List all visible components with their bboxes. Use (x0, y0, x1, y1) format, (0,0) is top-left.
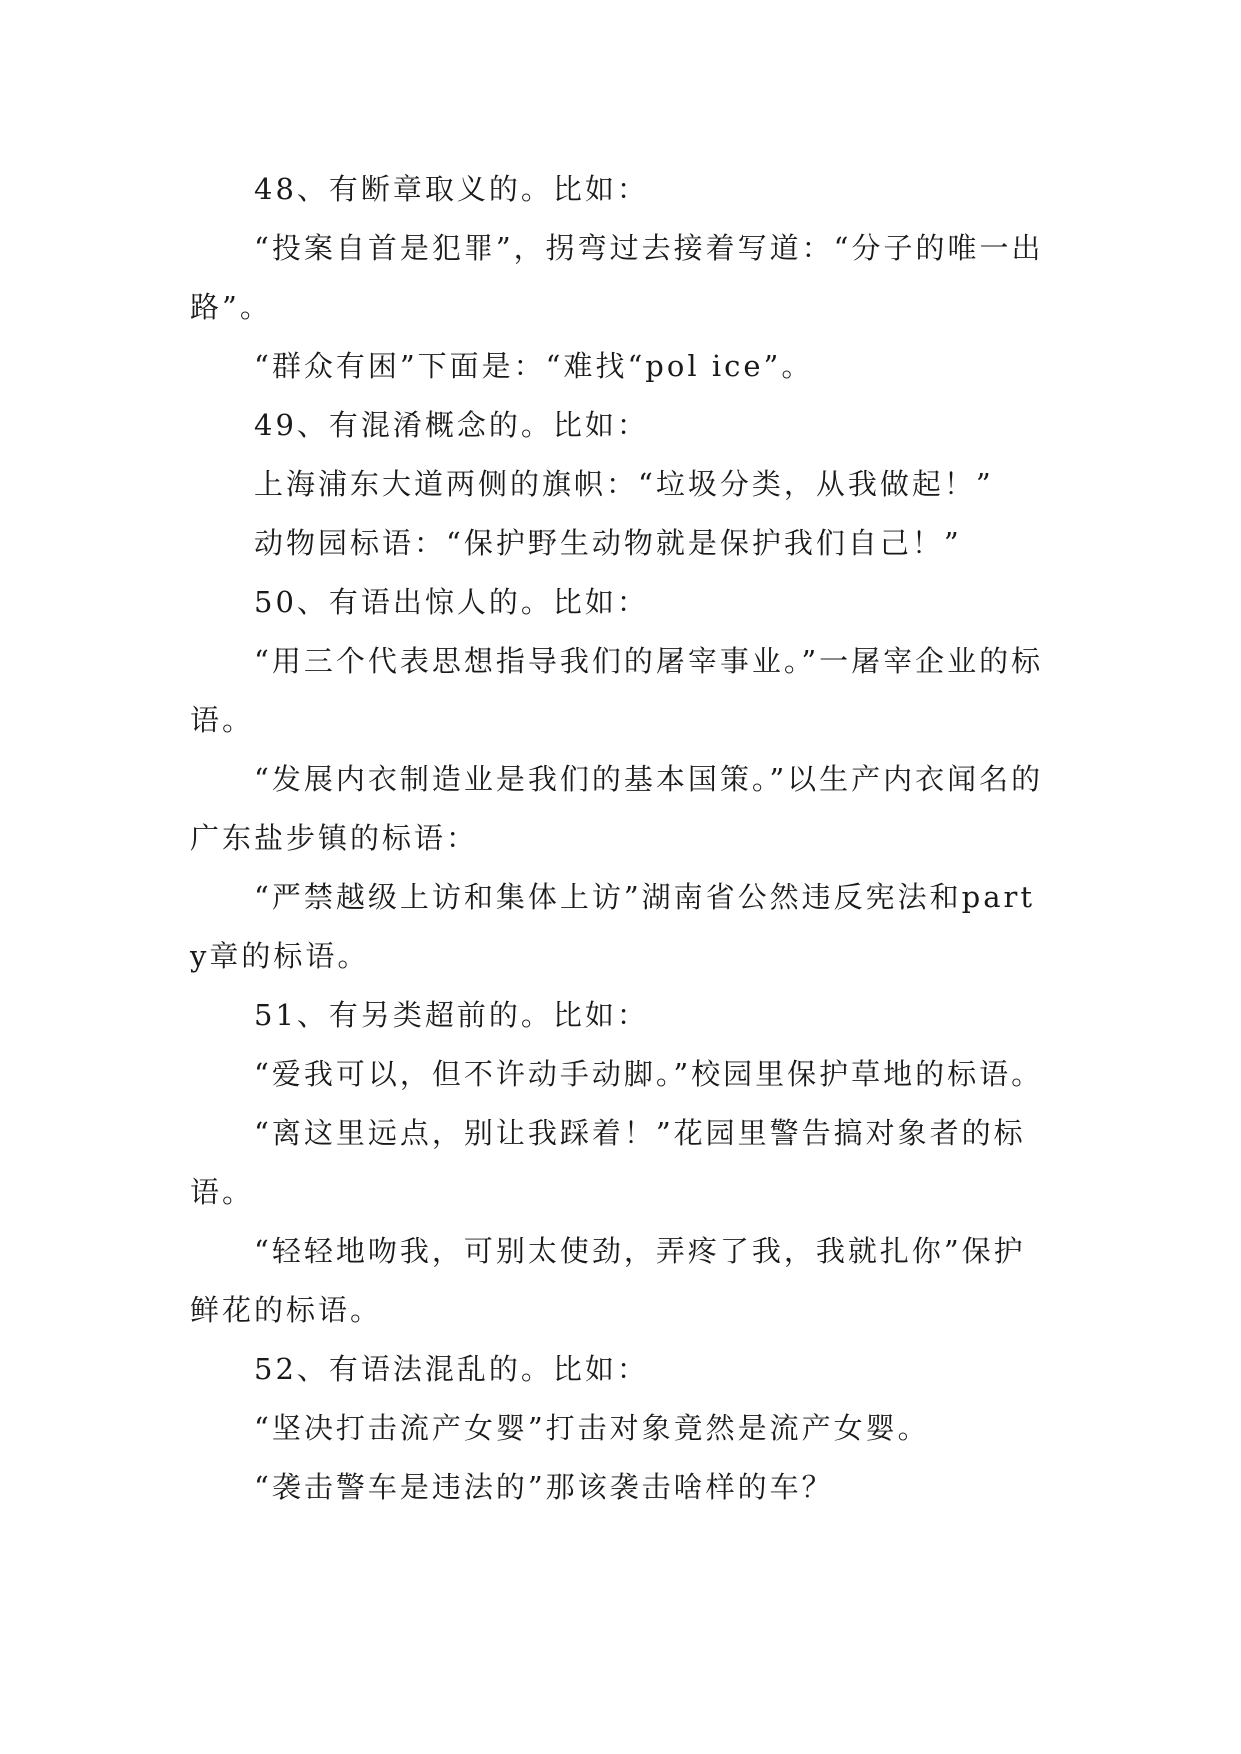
paragraph-quote: “投案自首是犯罪”，拐弯过去接着写道：“分子的唯一出路”。 (190, 231, 1044, 324)
paragraph-quote: “坚决打击流产女婴”打击对象竟然是流产女婴。 (254, 1411, 930, 1445)
paragraph-quote: “轻轻地吻我，可别太使劲，弄疼了我，我就扎你”保护鲜花的标语。 (190, 1234, 1026, 1327)
paragraph-quote: 动物园标语：“保护野生动物就是保护我们自己！” (254, 526, 962, 560)
paragraph-quote: 上海浦东大道两侧的旗帜：“垃圾分类，从我做起！” (254, 467, 994, 501)
paragraph-item-49: 49、有混淆概念的。比如： (254, 408, 649, 442)
paragraph-quote: “发展内衣制造业是我们的基本国策。”以生产内衣闻名的广东盐步镇的标语： (190, 762, 1044, 855)
paragraph-item-51: 51、有另类超前的。比如： (254, 998, 649, 1032)
paragraph-item-52: 52、有语法混乱的。比如： (254, 1352, 649, 1386)
paragraph-item-50: 50、有语出惊人的。比如： (254, 585, 649, 619)
paragraph-quote: “爱我可以，但不许动手动脚。”校园里保护草地的标语。 (254, 1057, 1044, 1091)
paragraph-quote: “群众有困”下面是：“难找“pol ice”。 (254, 349, 814, 383)
document-body (190, 160, 1052, 1517)
paragraph-quote: “用三个代表思想指导我们的屠宰事业。”一屠宰企业的标语。 (190, 644, 1044, 737)
paragraph-quote: “离这里远点，别让我踩着！”花园里警告搞对象者的标语。 (190, 1116, 1026, 1209)
paragraph-quote: “严禁越级上访和集体上访”湖南省公然违反宪法和party章的标语。 (190, 880, 1036, 973)
paragraph-item-48: 48、有断章取义的。比如： (254, 172, 649, 206)
paragraph-quote: “袭击警车是违法的”那该袭击啥样的车？ (254, 1470, 834, 1504)
